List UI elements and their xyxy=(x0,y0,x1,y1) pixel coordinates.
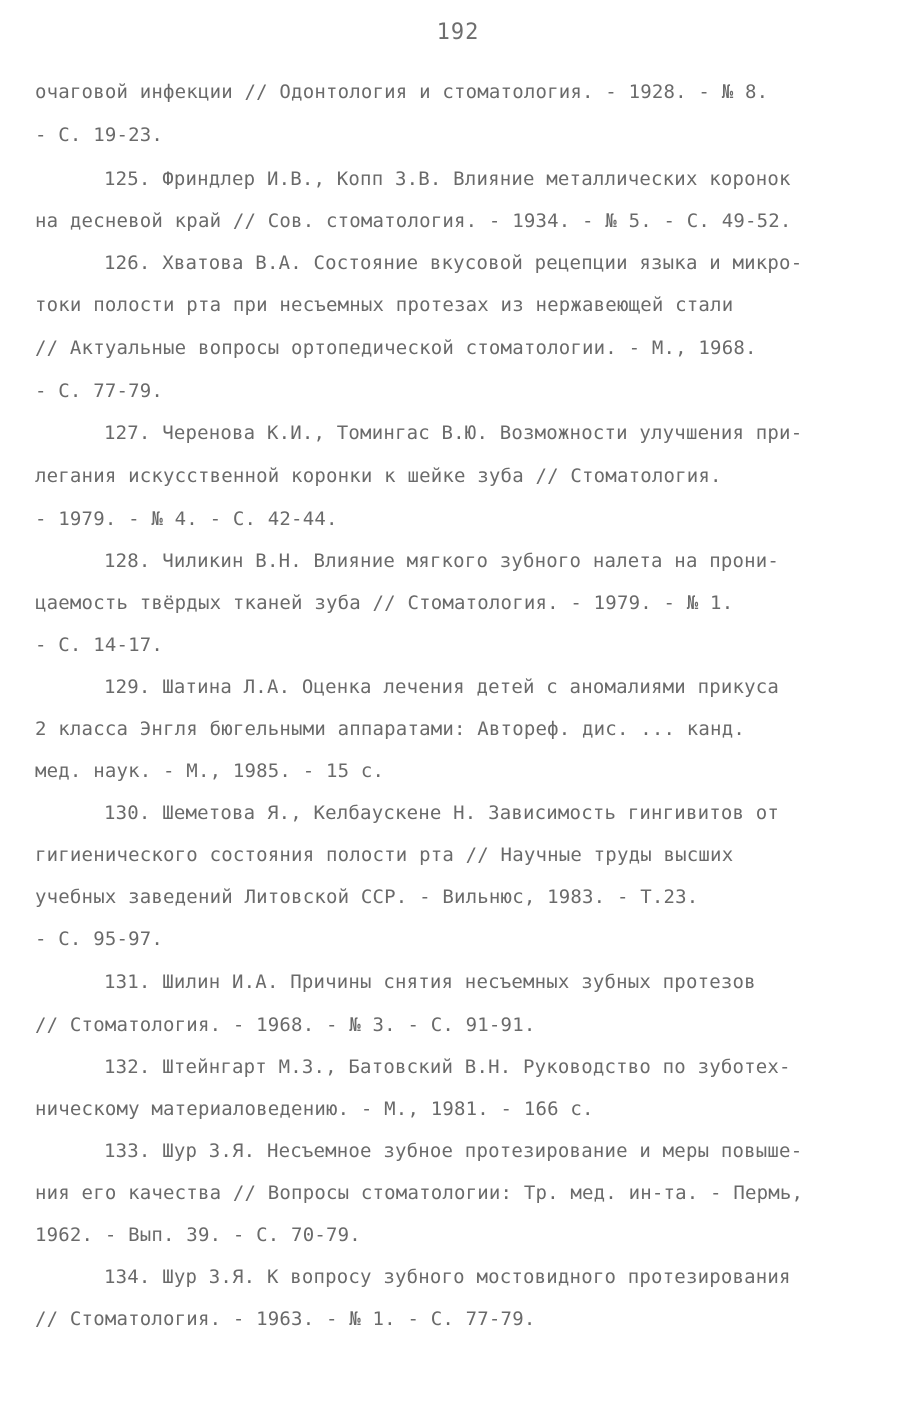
reference-entry-start: 128. Чиликин В.Н. Влияние мягкого зубного налета на прони- xyxy=(104,550,780,572)
reference-line: токи полости рта при несъемных протезах из нержавеющей стали xyxy=(35,294,734,316)
reference-line: ния его качества // Вопросы стоматологии: Тр. мед. ин-та. - Пермь, xyxy=(35,1182,804,1204)
reference-line: мед. наук. - М., 1985. - 15 с. xyxy=(35,760,385,782)
reference-entry-start: 132. Штейнгарт М.З., Батовский В.Н. Руководство по зуботех- xyxy=(104,1056,791,1078)
reference-line: цаемость твёрдых тканей зуба // Стоматология. - 1979. - № 1. xyxy=(35,592,734,614)
reference-line: // Стоматология. - 1968. - № 3. - С. 91-91. xyxy=(35,1014,536,1036)
reference-entry-start: 127. Черенова К.И., Томингас В.Ю. Возможности улучшения при- xyxy=(104,422,803,444)
reference-line: гигиенического состояния полости рта // Научные труды высших xyxy=(35,844,734,866)
reference-line: очаговой инфекции // Одонтология и стоматология. - 1928. - № 8. xyxy=(35,81,769,103)
reference-entry-start: 130. Шеметова Я., Келбаускене Н. Зависимость гингивитов от xyxy=(104,802,780,824)
reference-line: - С. 14-17. xyxy=(35,634,164,656)
reference-entry-start: 134. Шур З.Я. К вопросу зубного мостовидного протезирования xyxy=(104,1266,791,1288)
reference-entry-start: 125. Фриндлер И.В., Копп З.В. Влияние металлических коронок xyxy=(104,168,791,190)
reference-line: ническому материаловедению. - М., 1981. - 166 с. xyxy=(35,1098,594,1120)
reference-line: на десневой край // Сов. стоматология. - 1934. - № 5. - С. 49-52. xyxy=(35,210,792,232)
reference-line: 1962. - Вып. 39. - С. 70-79. xyxy=(35,1224,361,1246)
reference-entry-start: 129. Шатина Л.А. Оценка лечения детей с аномалиями прикуса xyxy=(104,676,780,698)
reference-line: - С. 77-79. xyxy=(35,380,164,402)
reference-entry-start: 126. Хватова В.А. Состояние вкусовой рецепции языка и микро- xyxy=(104,252,803,274)
reference-line: // Стоматология. - 1963. - № 1. - С. 77-79. xyxy=(35,1308,536,1330)
reference-line: - 1979. - № 4. - С. 42-44. xyxy=(35,508,338,530)
reference-line: - С. 95-97. xyxy=(35,928,164,950)
reference-entry-start: 131. Шилин И.А. Причины снятия несъемных зубных протезов xyxy=(104,971,756,993)
reference-line: 2 класса Энгля бюгельными аппаратами: Автореф. дис. ... канд. xyxy=(35,718,745,740)
reference-line: - С. 19-23. xyxy=(35,124,164,146)
reference-line: // Актуальные вопросы ортопедической стоматологии. - М., 1968. xyxy=(35,337,757,359)
reference-entry-start: 133. Шур З.Я. Несъемное зубное протезирование и меры повыше- xyxy=(104,1140,803,1162)
reference-line: легания искусственной коронки к шейке зуба // Стоматология. xyxy=(35,465,722,487)
reference-line: учебных заведений Литовской ССР. - Вильнюс, 1983. - Т.23. xyxy=(35,886,699,908)
page-number: 192 xyxy=(436,20,480,45)
